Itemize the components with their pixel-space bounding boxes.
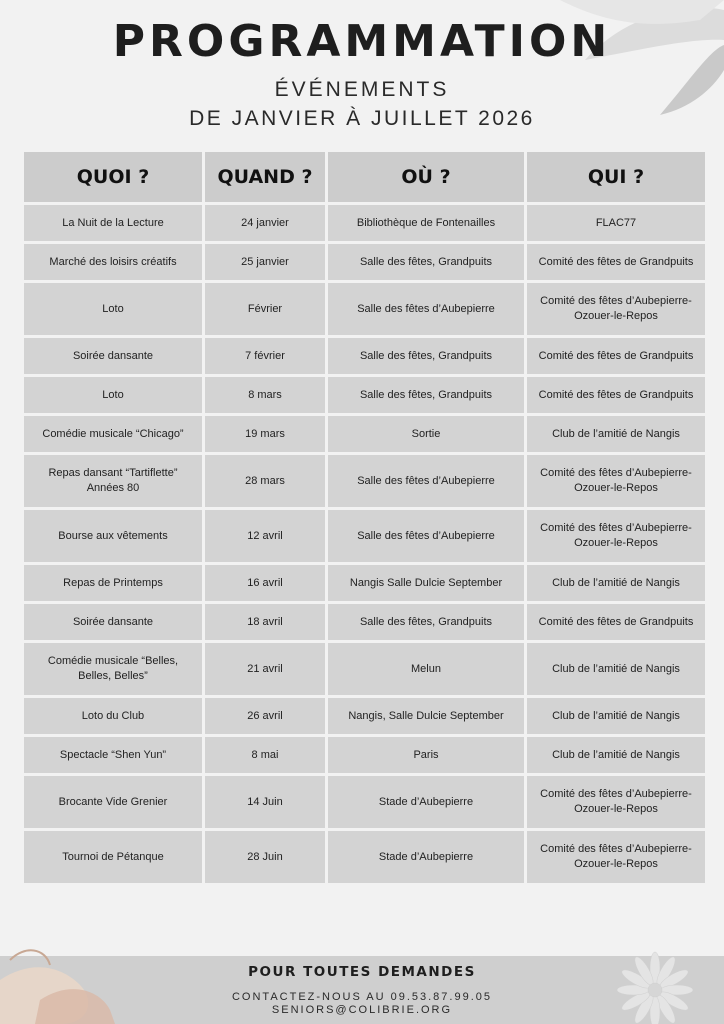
cell-quand: 21 avril bbox=[205, 643, 325, 695]
cell-qui: Comité des fêtes de Grandpuits bbox=[527, 604, 705, 640]
cell-quoi: Tournoi de Pétanque bbox=[24, 831, 202, 883]
table-row bbox=[24, 205, 705, 241]
cell-quoi: Brocante Vide Grenier bbox=[24, 776, 202, 828]
cell-ou: Salle des fêtes, Grandpuits bbox=[328, 377, 524, 413]
table-row bbox=[24, 565, 705, 601]
table-row bbox=[24, 776, 705, 828]
cell-quand: 19 mars bbox=[205, 416, 325, 452]
cell-ou: Salle des fêtes d’Aubepierre bbox=[328, 510, 524, 562]
cell-ou: Bibliothèque de Fontenailles bbox=[328, 205, 524, 241]
cell-quoi: Bourse aux vêtements bbox=[24, 510, 202, 562]
table-row bbox=[24, 737, 705, 773]
table-row bbox=[24, 283, 705, 335]
table-row bbox=[24, 831, 705, 883]
cell-quand: 28 Juin bbox=[205, 831, 325, 883]
cell-qui: Club de l’amitié de Nangis bbox=[527, 416, 705, 452]
table-row bbox=[24, 643, 705, 695]
cell-ou: Melun bbox=[328, 643, 524, 695]
cell-ou: Stade d’Aubepierre bbox=[328, 776, 524, 828]
cell-quand: 16 avril bbox=[205, 565, 325, 601]
cell-quand: 7 février bbox=[205, 338, 325, 374]
table-row bbox=[24, 244, 705, 280]
cell-quand: 25 janvier bbox=[205, 244, 325, 280]
cell-ou: Salle des fêtes, Grandpuits bbox=[328, 604, 524, 640]
cell-quoi: Loto du Club bbox=[24, 698, 202, 734]
cell-qui: Comité des fêtes d’Aubepierre-Ozouer-le-Repos bbox=[527, 776, 705, 828]
cell-ou: Salle des fêtes, Grandpuits bbox=[328, 338, 524, 374]
cell-qui: Comité des fêtes de Grandpuits bbox=[527, 377, 705, 413]
cell-qui: Club de l’amitié de Nangis bbox=[527, 737, 705, 773]
page-title: PROGRAMMATION bbox=[112, 16, 612, 67]
table-row bbox=[24, 455, 705, 507]
cell-quand: 18 avril bbox=[205, 604, 325, 640]
cell-quoi: Spectacle “Shen Yun” bbox=[24, 737, 202, 773]
table-header-row bbox=[24, 152, 705, 202]
cell-quand: 12 avril bbox=[205, 510, 325, 562]
cell-quand: 28 mars bbox=[205, 455, 325, 507]
column-header-quoi: QUOI ? bbox=[24, 152, 202, 202]
cell-quoi: Comédie musicale “Chicago” bbox=[24, 416, 202, 452]
cell-quoi: Comédie musicale “Belles, Belles, Belles” bbox=[24, 643, 202, 695]
cell-quoi: Loto bbox=[24, 283, 202, 335]
footer-email-text: SENIORS@COLIBRIE.ORG bbox=[271, 1004, 453, 1016]
cell-qui: Comité des fêtes d’Aubepierre-Ozouer-le-Repos bbox=[527, 283, 705, 335]
page-subtitle-period: DE JANVIER À JUILLET 2026 bbox=[189, 107, 535, 130]
cell-quand: 8 mars bbox=[205, 377, 325, 413]
cell-qui: Club de l’amitié de Nangis bbox=[527, 698, 705, 734]
cell-qui: Comité des fêtes de Grandpuits bbox=[527, 244, 705, 280]
table-row bbox=[24, 338, 705, 374]
cell-quand: 14 Juin bbox=[205, 776, 325, 828]
cell-ou: Nangis, Salle Dulcie September bbox=[328, 698, 524, 734]
table-row bbox=[24, 510, 705, 562]
cell-ou: Stade d’Aubepierre bbox=[328, 831, 524, 883]
cell-quoi: Repas dansant “Tartiflette” Années 80 bbox=[24, 455, 202, 507]
cell-quoi: Marché des loisirs créatifs bbox=[24, 244, 202, 280]
table-row bbox=[24, 416, 705, 452]
cell-quand: 24 janvier bbox=[205, 205, 325, 241]
cell-qui: Comité des fêtes de Grandpuits bbox=[527, 338, 705, 374]
column-header-quand: QUAND ? bbox=[205, 152, 325, 202]
cell-qui: Comité des fêtes d’Aubepierre-Ozouer-le-Repos bbox=[527, 510, 705, 562]
table-row bbox=[24, 698, 705, 734]
cell-ou: Sortie bbox=[328, 416, 524, 452]
table-row bbox=[24, 377, 705, 413]
cell-ou: Nangis Salle Dulcie September bbox=[328, 565, 524, 601]
footer-phone-text: CONTACTEZ-NOUS AU 09.53.87.99.05 bbox=[231, 991, 493, 1003]
cell-quoi: Soirée dansante bbox=[24, 338, 202, 374]
table-row bbox=[24, 604, 705, 640]
cell-qui: FLAC77 bbox=[527, 205, 705, 241]
cell-quoi: Repas de Printemps bbox=[24, 565, 202, 601]
page-subtitle-events: ÉVÉNEMENTS bbox=[274, 78, 450, 101]
cell-quoi: Loto bbox=[24, 377, 202, 413]
events-table bbox=[21, 149, 708, 886]
cell-ou: Salle des fêtes, Grandpuits bbox=[328, 244, 524, 280]
cell-ou: Paris bbox=[328, 737, 524, 773]
cell-ou: Salle des fêtes d’Aubepierre bbox=[328, 283, 524, 335]
cell-qui: Club de l’amitié de Nangis bbox=[527, 565, 705, 601]
cell-quoi: Soirée dansante bbox=[24, 604, 202, 640]
column-header-qui: QUI ? bbox=[527, 152, 705, 202]
cell-qui: Comité des fêtes d’Aubepierre-Ozouer-le-Repos bbox=[527, 455, 705, 507]
cell-quoi: La Nuit de la Lecture bbox=[24, 205, 202, 241]
footer-title: POUR TOUTES DEMANDES bbox=[248, 964, 476, 980]
column-header-ou: OÙ ? bbox=[328, 152, 524, 202]
cell-ou: Salle des fêtes d’Aubepierre bbox=[328, 455, 524, 507]
cell-qui: Comité des fêtes d’Aubepierre-Ozouer-le-Repos bbox=[527, 831, 705, 883]
cell-qui: Club de l’amitié de Nangis bbox=[527, 643, 705, 695]
cell-quand: 26 avril bbox=[205, 698, 325, 734]
cell-quand: Février bbox=[205, 283, 325, 335]
cell-quand: 8 mai bbox=[205, 737, 325, 773]
